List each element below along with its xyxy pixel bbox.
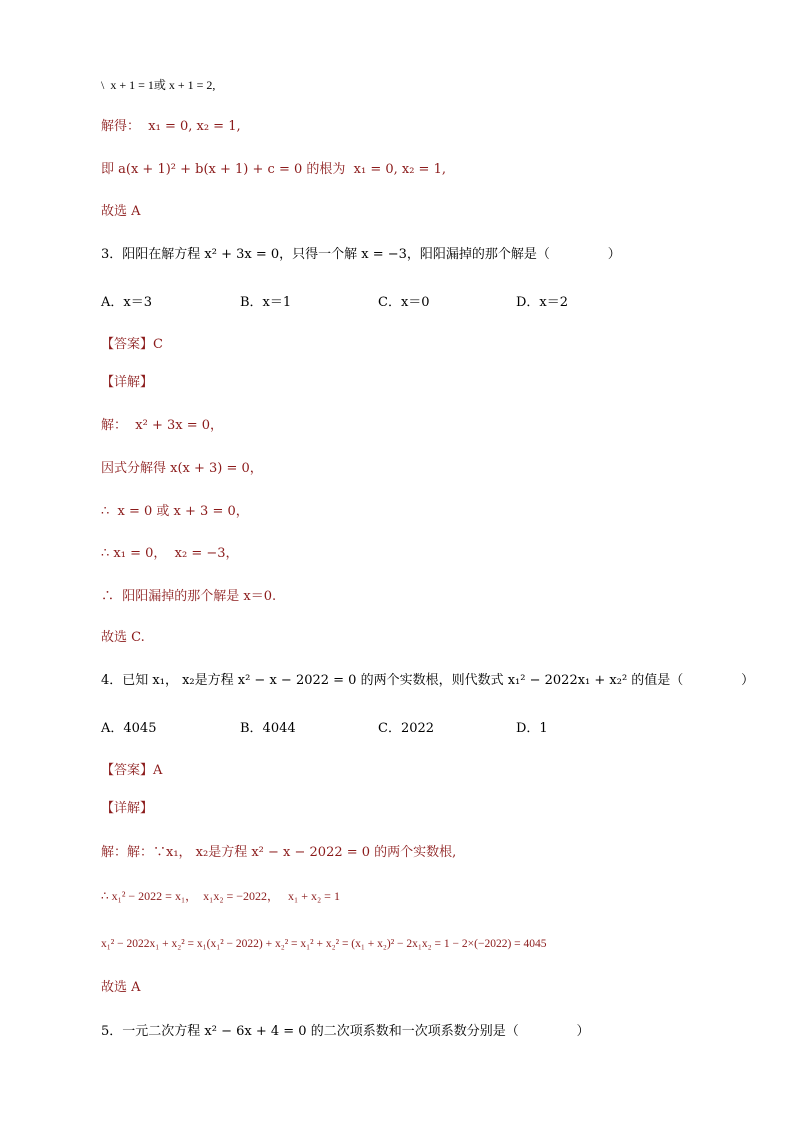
- question-3-text: 3．阳阳在解方程 x² + 3x = 0，只得一个解 x = −3，阳阳漏掉的那个解是（ ）: [101, 247, 621, 262]
- q3-choice-a: A．x＝3: [101, 295, 152, 310]
- q3-detail-line-2: 因式分解得 x(x + 3) = 0，: [101, 461, 263, 476]
- equation-line-1: \ x + 1 = 1或 x + 1 = 2,: [101, 78, 216, 92]
- question-5-text: 5．一元二次方程 x² − 6x + 4 = 0 的二次项系数和一次项系数分别是（ ）: [101, 1024, 590, 1039]
- q4-choice-c: C．2022: [378, 721, 435, 736]
- q3-detail-line-1: 解： x² + 3x = 0，: [101, 418, 223, 433]
- answer-choice-line: 故选 A: [101, 204, 141, 219]
- q3-detail-line-5: ∴ 阳阳漏掉的那个解是 x＝0.: [101, 589, 277, 604]
- q3-detail-line-3: ∴ x = 0 或 x + 3 = 0，: [101, 504, 249, 519]
- solution-line: 解得： x₁ = 0, x₂ = 1,: [101, 119, 241, 134]
- q4-choice-b: B．4044: [240, 721, 296, 736]
- q3-detail-heading: 【详解】: [101, 375, 154, 390]
- q4-detail-heading: 【详解】: [101, 801, 154, 816]
- q4-detail-line-1: 解：解：∵x₁， x₂是方程 x² − x − 2022 = 0 的两个实数根,: [101, 845, 457, 860]
- q3-choice-d: D．x＝2: [516, 295, 569, 310]
- q3-detail-line-4: ∴ x₁ = 0， x₂ = −3，: [101, 546, 239, 561]
- q3-choice-c: C．x＝0: [378, 295, 430, 310]
- q4-detail-line-3: x₁² − 2022x₁ + x₂² = x₁(x₁² − 2022) + x₂² = x₁² + x₂² = (x₁ + x₂)² − 2x₁x₂ = 1 − 2×(−2022) = 4045: [101, 938, 547, 950]
- q4-choice-a: A．4045: [101, 721, 157, 736]
- q3-conclusion: 故选 C.: [101, 630, 145, 645]
- question-4-text: 4．已知 x₁， x₂是方程 x² − x − 2022 = 0 的两个实数根，则代数式 x₁² − 2022x₁ + x₂² 的值是（ ）: [101, 673, 755, 688]
- q3-choice-b: B．x＝1: [240, 295, 292, 310]
- q4-conclusion: 故选 A: [101, 980, 141, 995]
- q4-answer-label: 【答案】A: [101, 763, 163, 778]
- q4-detail-line-2: ∴ x₁² − 2022 = x₁， x₁x₂ = −2022， x₁ + x₂ = 1: [101, 889, 340, 903]
- q3-answer-label: 【答案】C: [101, 337, 163, 352]
- roots-line: 即 a(x + 1)² + b(x + 1) + c = 0 的根为 x₁ = 0, x₂ = 1,: [101, 162, 446, 177]
- q4-choice-d: D．1: [516, 721, 548, 736]
